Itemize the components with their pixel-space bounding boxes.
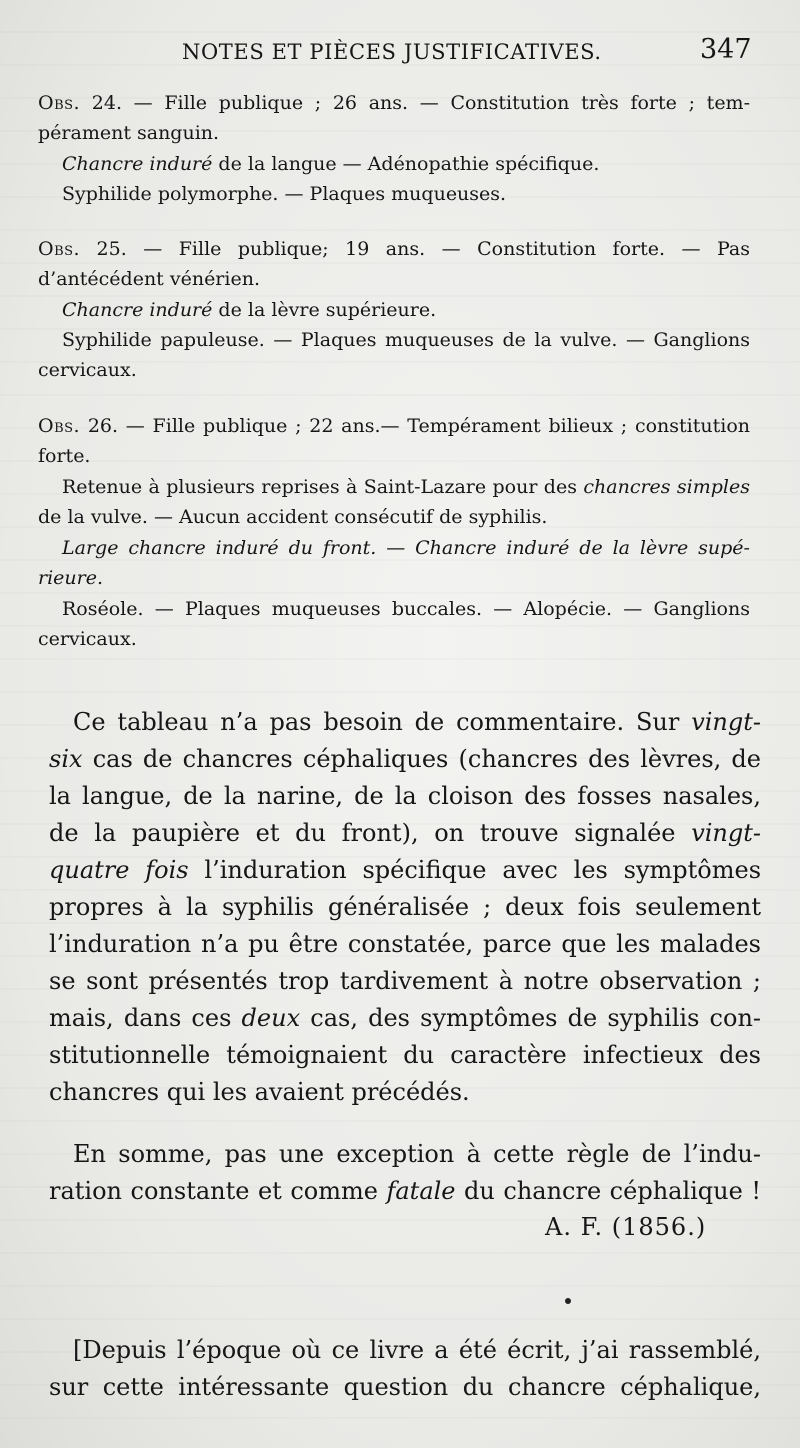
text-run: propres à la syphilis généralisée ; deux fois seulement xyxy=(49,893,761,921)
text-run: forte. xyxy=(38,445,91,467)
observation-label: Obs. xyxy=(38,415,81,437)
paragraph-line xyxy=(73,708,761,736)
observation-line xyxy=(38,567,103,589)
text-run: cervicaux. xyxy=(38,359,137,381)
observation-label: Obs. xyxy=(38,92,81,114)
paragraph-line xyxy=(49,856,761,884)
paragraph-line xyxy=(49,745,761,773)
observation-line xyxy=(38,359,137,381)
italic-text: vingt- xyxy=(691,708,761,736)
text-run: de la paupière et du front), on trouve signalée xyxy=(49,819,692,847)
paragraph-line xyxy=(49,893,761,921)
italic-text: vingt- xyxy=(691,819,761,847)
italic-text: rieure. xyxy=(38,567,104,589)
text-run: d’antécédent vénérien. xyxy=(38,268,260,290)
text-run: Retenue à plusieurs reprises à Saint-Lazare pour des xyxy=(62,476,584,498)
paragraph-line xyxy=(49,819,761,847)
paragraph-line xyxy=(49,930,761,958)
italic-text: six xyxy=(49,745,83,773)
text-run: Ce tableau n’a pas besoin de commentaire. Sur xyxy=(73,708,692,736)
observation-line xyxy=(62,329,750,351)
paragraph-line xyxy=(49,1041,761,1069)
text-run: mais, dans ces xyxy=(49,1004,242,1032)
page-header xyxy=(0,30,800,70)
text-run: pérament sanguin. xyxy=(38,122,220,144)
italic-text: fatale xyxy=(386,1177,456,1205)
observation-label: Obs. xyxy=(38,238,81,260)
ornament-dot xyxy=(565,1298,571,1304)
paragraph-line xyxy=(49,1004,761,1032)
paragraph-line xyxy=(49,1078,761,1106)
text-run: 26. — Fille publique ; 22 ans.— Tempérament bilieux ; constitution xyxy=(80,415,750,437)
observation-line xyxy=(38,445,90,467)
italic-text: deux xyxy=(241,1004,301,1032)
running-title: NOTES ET PIÈCES JUSTIFICATIVES. xyxy=(182,40,602,64)
paragraph-line xyxy=(49,967,761,995)
text-run: de la langue — Adénopathie spécifique. xyxy=(212,153,600,175)
observation-line xyxy=(38,122,219,144)
text-run: cas, des symptômes de syphilis con- xyxy=(300,1004,762,1032)
text-run: Roséole. — Plaques muqueuses buccales. — Alopécie. — Ganglions xyxy=(62,598,750,620)
paragraph-line xyxy=(49,782,761,810)
observation-line xyxy=(38,415,750,437)
signature: A. F. (1856.) xyxy=(545,1213,707,1241)
text-run: sur cette intéressante question du chancre céphalique, xyxy=(49,1373,761,1401)
text-run: cas de chancres céphaliques (chancres des lèvres, de xyxy=(82,745,761,773)
text-run: En somme, pas une exception à cette règle de l’indu- xyxy=(73,1140,761,1168)
text-run: l’induration n’a pu être constatée, parce que les malades xyxy=(49,930,761,958)
italic-text: Chancre induré xyxy=(62,299,213,321)
paragraph-line xyxy=(73,1140,761,1168)
italic-text: Chancre induré de la lèvre supé- xyxy=(415,537,750,559)
observation-line xyxy=(62,476,750,498)
text-run: Syphilide papuleuse. — Plaques muqueuses de la vulve. — Ganglions xyxy=(62,329,750,351)
paragraph-line xyxy=(49,1177,761,1205)
text-run: se sont présentés trop tardivement à notre observation ; xyxy=(49,967,761,995)
text-run: Syphilide polymorphe. — Plaques muqueuses. xyxy=(62,183,507,205)
text-run: chancres qui les avaient précédés. xyxy=(49,1078,470,1106)
page-number: 347 xyxy=(700,34,752,65)
paragraph-line xyxy=(49,1373,761,1401)
text-run: du chancre céphalique ! xyxy=(455,1177,761,1205)
observation-line xyxy=(62,537,750,559)
observation-line xyxy=(38,506,547,528)
observation-line xyxy=(62,183,506,205)
text-run: de la vulve. — Aucun accident consécutif de syphilis. xyxy=(38,506,548,528)
text-run: ration constante et comme xyxy=(49,1177,387,1205)
italic-text: Chancre induré xyxy=(62,153,213,175)
text-run: de la lèvre supérieure. xyxy=(212,299,437,321)
observation-line xyxy=(38,238,750,260)
italic-text: quatre fois xyxy=(49,856,189,884)
text-run: [Depuis l’époque où ce livre a été écrit, j’ai rassemblé, xyxy=(73,1336,761,1364)
observation-line xyxy=(38,268,260,290)
text-run: la langue, de la narine, de la cloison des fosses nasales, xyxy=(49,782,761,810)
text-run: 24. — Fille publique ; 26 ans. — Constitution très forte ; tem- xyxy=(80,92,750,114)
text-run: l’induration spécifique avec les symptômes xyxy=(188,856,762,884)
observation-line xyxy=(62,153,599,175)
italic-text: Large chancre induré du front. xyxy=(62,537,377,559)
paragraph-line xyxy=(73,1336,761,1364)
observation-line xyxy=(38,92,750,114)
italic-text: chancres simples xyxy=(583,476,751,498)
text-run: — xyxy=(376,537,416,559)
observation-line xyxy=(62,299,436,321)
observation-line xyxy=(62,598,750,620)
text-run: stitutionnelle témoignaient du caractère infectieux des xyxy=(49,1041,761,1069)
text-run: 25. — Fille publique; 19 ans. — Constitution forte. — Pas xyxy=(80,238,750,260)
text-run: cervicaux. xyxy=(38,628,137,650)
observation-line xyxy=(38,628,137,650)
